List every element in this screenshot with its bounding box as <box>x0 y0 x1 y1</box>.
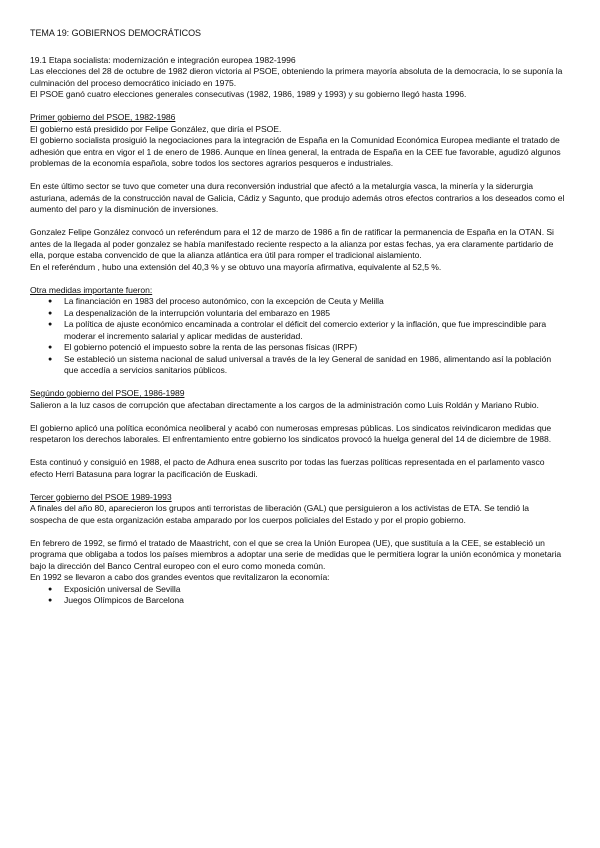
paragraph: En 1992 se llevaron a cabo dos grandes eventos que revitalizaron la economía: <box>30 572 330 582</box>
events-list <box>30 584 566 607</box>
list-item: ● Exposición universal de Sevilla <box>64 584 566 596</box>
paragraph: El gobierno socialista prosiguió la negociaciones para la integración de España en la Comunidad Económica Europea mediante el tratado de adhesión que entra en vigor el 1 de enero de 1986. Aunque en línea general, la entrada de España en la CEE fue favorable, agudizó algunos problemas de la economía española, sobre todos los sectores agrarios pesqueros e industriales. <box>30 135 561 168</box>
paragraph: El gobierno aplicó una política económica neoliberal y acabó con numerosas empresas públicas. Los sindicatos reivindicaron medidas que respetaron los derechos laborales. El enfrentamiento entre gobierno los sindicatos provocó la huelga general del 14 de diciembre de 1988. <box>30 422 552 444</box>
paragraph: Gonzalez Felipe González convocó un referéndum para el 12 de marzo de 1986 a fin de ratificar la permanencia de España en la OTAN. Si antes de la llegada al poder gonzalez se había manifestado reciente respecto a la alianza por estas fechas, ya era claramente partidario de ella, porque estaba convencido de que la alianza atlántica era útil para romper el tradicional aislamiento. <box>30 227 554 260</box>
paragraph: En febrero de 1992, se firmó el tratado de Maastricht, con el que se crea la Unión Europea (UE), que sustituía a la CEE, se estableció un programa que obligaba a todos los países miembros a adoptar una serie de medidas que le permitiera lograr la unión económica y monetaria bajo la dirección del Banco Central europeo con el euro como moneda común. <box>30 537 562 571</box>
third-government-heading: Tercer gobierno del PSOE 1989-1993 <box>30 491 172 502</box>
paragraph: El PSOE ganó cuatro elecciones generales consecutivas (1982, 1986, 1989 y 1993) y su gobierno llegó hasta 1996. <box>30 89 467 99</box>
list-item: ● La despenalización de la interrupción voluntaria del embarazo en 1985 <box>64 308 566 320</box>
list-item: ● Juegos Olímpicos de Barcelona <box>64 595 566 607</box>
second-government-heading: Segúndo gobierno del PSOE, 1986-1989 <box>30 388 185 398</box>
paragraph: En el referéndum , hubo una extensión del 40,3 % y se obtuvo una mayoría afirmativa, equivalente al 52,5 %. <box>30 261 442 272</box>
list-item: ● La financiación en 1983 del proceso autonómico, con la excepción de Ceuta y Melilla <box>64 296 566 308</box>
document-title: TEMA 19: GOBIERNOS DEMOCRÁTICOS <box>30 28 201 38</box>
list-item: ● Se estableció un sistema nacional de salud universal a través de la ley General de sanidad en 1986, alimentando así la población que accedía a servicios sanitarios públicos. <box>64 354 566 377</box>
section-heading: 19.1 Etapa socialista: modernización e integración europea 1982-1996 <box>30 54 296 65</box>
other-measures-heading: Otra medidas importante fueron: <box>30 284 153 295</box>
paragraph: Las elecciones del 28 de octubre de 1982 dieron victoria al PSOE, obteniendo la primera mayoría absoluta de la democracia, lo se suponía la culminación del proceso democrático iniciado en 1975. <box>30 66 563 88</box>
other-measures-list <box>30 296 566 377</box>
list-item: ● El gobierno potenció el impuesto sobre la renta de las personas físicas (IRPF) <box>64 342 566 354</box>
first-government-heading: Primer gobierno del PSOE, 1982-1986 <box>30 112 176 122</box>
paragraph: Salieron a la luz casos de corrupción que afectaban directamente a los cargos de la administración como Luis Roldán y Mariano Rubio. <box>30 399 539 410</box>
paragraph: El gobierno está presidido por Felipe González, que diría el PSOE. <box>30 123 282 134</box>
list-item: ● La política de ajuste económico encaminada a controlar el déficit del comercio exterior y la inflación, que fue imprescindible para moderar el incremento salarial y aplicar medidas de austeridad. <box>64 319 566 342</box>
paragraph: Esta continuó y consiguió en 1988, el pacto de Adhura enea suscrito por todas las fuerzas políticas representada en el parlamento vasco efecto Herri Batasuna para lograr la pacificación de Euskadi. <box>30 457 545 479</box>
paragraph: A finales del año 80, aparecieron los grupos anti terroristas de liberación (GAL) que persiguieron a los activistas de ETA. Se tendió la sospecha de que esta organización estaba amparado por los cuerpos policiales del Estado y por el propio gobierno. <box>30 503 529 525</box>
paragraph: En este último sector se tuvo que cometer una dura reconversión industrial que afectó a la metalurgia vasca, la minería y la siderurgia asturiana, además de la construcción naval de Galicia, Cádiz y Sagunto, que produjo además otros efectos contrarios a los deseados como el aumento del paro y la disminución de inversiones. <box>30 181 565 214</box>
